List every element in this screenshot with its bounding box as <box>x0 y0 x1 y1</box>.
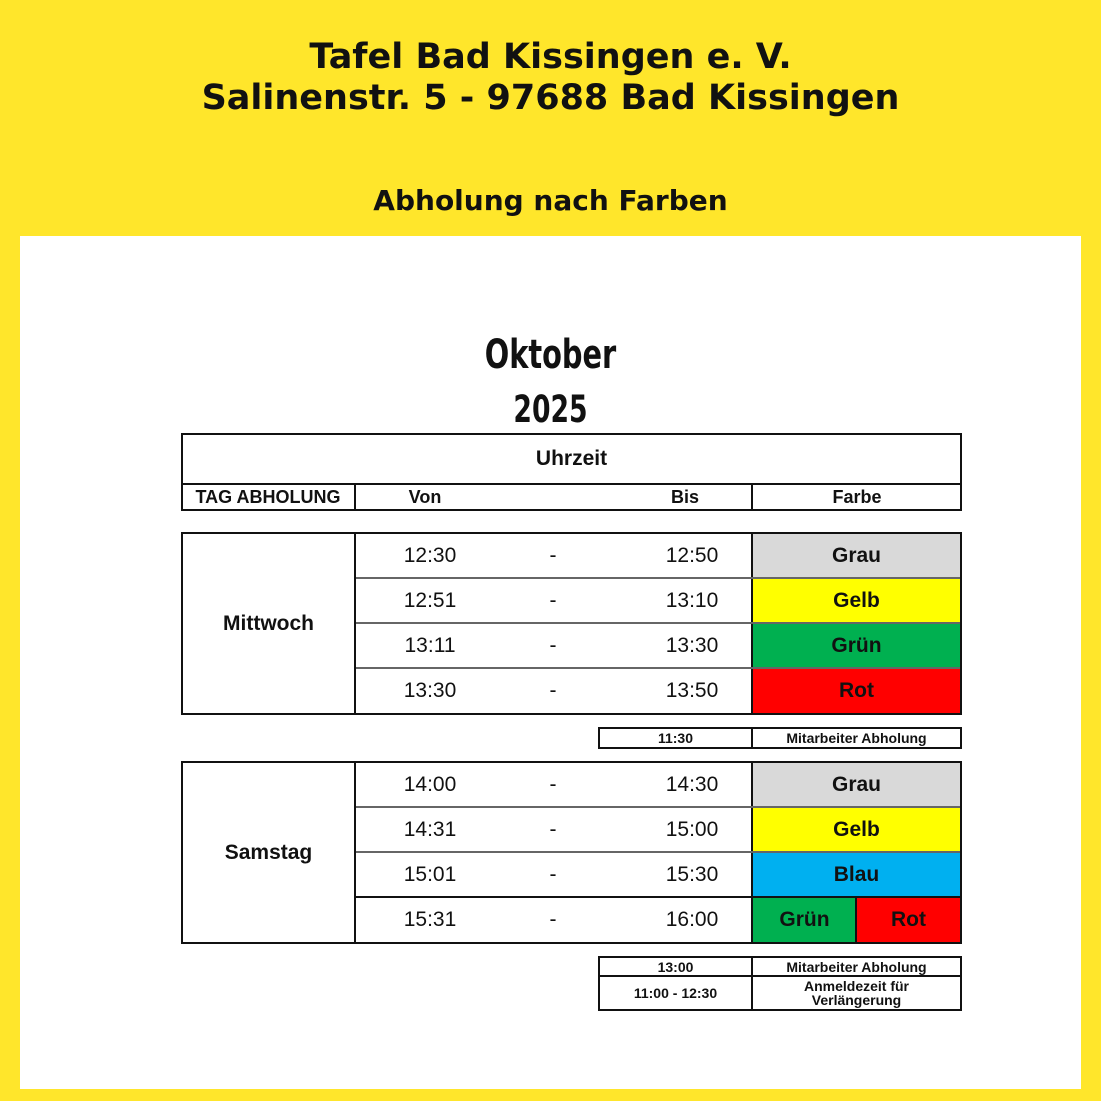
time-bis: 14:30 <box>665 773 719 796</box>
day-mittwoch: Mittwoch <box>223 611 314 635</box>
schedule-year: 2025 <box>513 388 588 431</box>
time-bis: 13:30 <box>665 634 719 657</box>
org-address: Salinenstr. 5 - 97688 Bad Kissingen <box>201 78 900 118</box>
page-subtitle: Abholung nach Farben <box>373 184 728 217</box>
staff-label: Mitarbeiter Abholung <box>786 730 927 746</box>
time-bis: 13:50 <box>665 679 719 702</box>
color-cell: Blau <box>753 853 960 897</box>
staff-time: 11:30 <box>657 730 694 746</box>
header-farbe: Farbe <box>832 486 882 507</box>
color-cell: Rot <box>753 669 960 713</box>
color-cell: Rot <box>857 898 960 942</box>
time-separator: - <box>549 634 557 657</box>
time-separator: - <box>549 863 557 886</box>
color-cell: Gelb <box>753 579 960 623</box>
time-separator: - <box>549 544 557 567</box>
time-bis: 16:00 <box>665 908 719 931</box>
org-name: Tafel Bad Kissingen e. V. <box>309 37 792 77</box>
time-separator: - <box>549 679 557 702</box>
header-tag: TAG ABHOLUNG <box>195 486 341 507</box>
header-von: Von <box>408 486 442 507</box>
registration-label: Anmeldezeit für Verlängerung <box>803 978 909 1008</box>
color-cell: Grau <box>753 534 960 578</box>
time-separator: - <box>549 589 557 612</box>
time-separator: - <box>549 773 557 796</box>
time-separator: - <box>549 818 557 841</box>
time-von: 13:30 <box>403 679 457 702</box>
header-uhrzeit: Uhrzeit <box>535 447 608 470</box>
color-cell: Grün <box>753 898 856 942</box>
time-von: 13:11 <box>404 634 456 657</box>
staff-time: 13:00 <box>657 958 694 975</box>
time-bis: 13:10 <box>665 589 719 612</box>
header-bis: Bis <box>670 486 699 507</box>
color-cell: Grün <box>753 624 960 668</box>
staff-label: Mitarbeiter Abholung <box>786 958 927 975</box>
schedule-month: Oktober <box>484 332 617 378</box>
time-von: 12:51 <box>403 589 457 612</box>
time-bis: 15:00 <box>665 818 719 841</box>
color-cell: Gelb <box>753 808 960 852</box>
time-von: 15:31 <box>403 908 457 931</box>
time-bis: 12:50 <box>665 544 719 567</box>
time-von: 14:00 <box>403 773 457 796</box>
color-split-divider <box>855 898 857 942</box>
time-von: 15:01 <box>403 863 457 886</box>
color-cell: Grau <box>753 763 960 807</box>
time-von: 14:31 <box>403 818 457 841</box>
day-samstag: Samstag <box>224 840 313 864</box>
time-separator: - <box>549 908 557 931</box>
time-bis: 15:30 <box>665 863 719 886</box>
time-von: 12:30 <box>403 544 457 567</box>
registration-time: 11:00 - 12:30 <box>633 985 718 1001</box>
